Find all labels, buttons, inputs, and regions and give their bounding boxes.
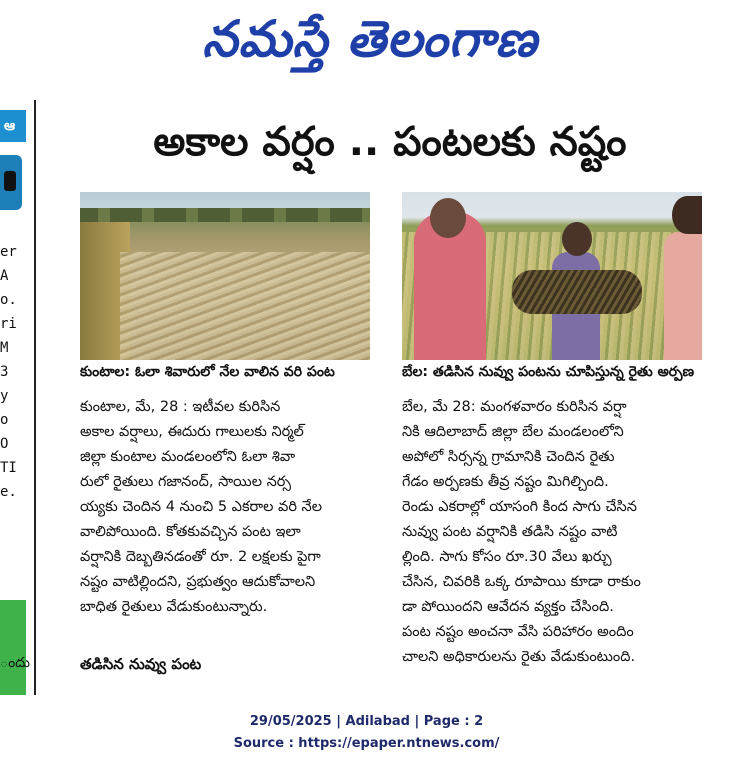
article-subheading: తడిసిన నువ్వు పంట xyxy=(80,655,202,673)
footer-edition-info: 29/05/2025 | Adilabad | Page : 2 xyxy=(249,714,484,729)
text-line: అకాల వర్షాలు, ఈదురు గాలులకు నిర్మల్ xyxy=(80,424,304,440)
strip-bottom-text: ందు xyxy=(0,655,30,671)
photo-treeline xyxy=(80,208,370,222)
text-line: చాలని అధికారులను రైతు వేడుకుంటుంది. xyxy=(402,649,636,665)
strip-text-column xyxy=(0,240,24,504)
strip-box-glyph: ఆ xyxy=(4,118,16,134)
text-line: వాలిపోయింది. కోతకువచ్చిన పంట ఇలా xyxy=(80,524,301,540)
footer-source-link[interactable]: Source : https://epaper.ntnews.com/ xyxy=(233,736,500,751)
text-line: వర్షానికి దెబ్బతినడంతో రూ. 2 లక్షలకు పైగా xyxy=(80,549,321,565)
strip-tab-mark xyxy=(4,171,16,191)
strip-letter: TI xyxy=(0,460,17,476)
text-line: య్యకు చెందిన 4 నుంచి 5 ఎకరాల వరి నేల xyxy=(80,499,322,515)
text-line: నువ్వు పంట వర్షానికి తడిసి నష్టం వాటి xyxy=(402,524,618,540)
strip-letter: o xyxy=(0,412,9,428)
text-line: ల్లింది. సాగు కోసం రూ.30 వేలు ఖర్చు xyxy=(402,549,612,565)
text-line: చేసిన, చివరికి ఒక్క రూపాయి కూడా రాకుం xyxy=(402,574,641,590)
text-line: పంట నష్టం అంచనా వేసి పరిహారం అందిం xyxy=(402,624,634,640)
text-line: రులో రైతులు గజానంద్, సాయిల నర్స xyxy=(80,474,291,490)
strip-green-box xyxy=(0,600,26,695)
strip-blue-tab xyxy=(0,155,22,210)
column-divider xyxy=(34,100,36,695)
adjacent-article-strip xyxy=(0,100,34,695)
strip-letter: M xyxy=(0,340,9,356)
article-headline: అకాల వర్షం .. పంటలకు నష్టం xyxy=(153,119,627,165)
strip-letter: A xyxy=(0,268,9,284)
text-line: నష్టం వాటిల్లిందని, ప్రభుత్వం ఆదుకోవాలని xyxy=(80,574,316,590)
text-line: కుంటాల, మే, 28 : ఇటీవల కురిసిన xyxy=(80,399,281,415)
text-line: రెండు ఎకరాల్లో యాసంగి కింద సాగు చేసిన xyxy=(402,499,637,515)
photo-boy-head xyxy=(562,222,592,256)
text-line: బాధిత రైతులు వేడుకుంటున్నారు. xyxy=(80,599,268,615)
strip-blue-box xyxy=(0,110,26,142)
strip-letter: ri xyxy=(0,316,17,332)
photo-fallen-crop xyxy=(120,252,370,360)
newspaper-masthead: నమస్తే తెలంగాణ xyxy=(202,10,538,68)
article-column-right xyxy=(402,395,702,670)
photo1-caption: కుంటాల: ఓలా శివారులో నేల వాలిన వరి పంట xyxy=(80,364,335,380)
strip-letter: er xyxy=(0,244,17,260)
text-line: అపోలో సిర్సన్న గ్రామానికి చెందిన రైతు xyxy=(402,449,615,465)
strip-letter: 3 xyxy=(0,364,9,380)
photo-flattened-paddy xyxy=(80,192,370,360)
text-line: గేడం అర్పణకు తీవ్ర నష్టం మిగిల్చింది. xyxy=(402,474,609,490)
strip-letter: o. xyxy=(0,292,17,308)
photo-crop-bundle xyxy=(512,270,642,314)
text-line: డా పోయిందని ఆవేదన వ్యక్తం చేసింది. xyxy=(402,599,614,615)
text-line: నికి ఆదిలాబాద్ జిల్లా బేల మండలంలోని xyxy=(402,424,624,440)
article-column-left xyxy=(80,395,380,620)
strip-letter: O xyxy=(0,436,9,452)
photo2-caption: బేల: తడిసిన నువ్వు పంటను చూపిస్తున్న రైతు అర్పణ xyxy=(402,364,695,380)
photo-man-head xyxy=(672,196,702,234)
photo-man-figure xyxy=(664,232,702,360)
strip-letter: e. xyxy=(0,484,17,500)
strip-letter: y xyxy=(0,388,9,404)
text-line: బేల, మే 28: మంగళవారం కురిసిన వర్షా xyxy=(402,399,627,415)
photo-farmer-showing-crop xyxy=(402,192,702,360)
photo-woman-head xyxy=(430,198,466,238)
text-line: జిల్లా కుంటాల మండలంలోని ఓలా శివా xyxy=(80,449,296,465)
